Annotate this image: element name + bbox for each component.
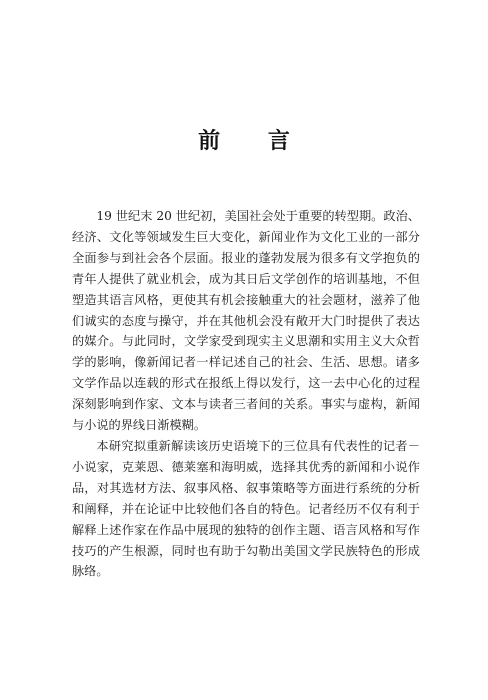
paragraph-2: 本研究拟重新解读该历史语境下的三位具有代表性的记者－小说家，克莱恩、德莱塞和海明威，选择其优秀的新闻和小说作品，对其选材方法、叙事风格、叙事策略等方面进行系统的分析和阐释，并在论证中比较他们各自的特色。记者经历不仅有利于解释上述作家在作品中展现的独特的创作主题、语言风格和写作技巧的产生根源，同时也有助于勾勒出美国文学民族特色的形成脉络。: [72, 438, 420, 579]
body-text: [72, 206, 420, 582]
paragraph-1: 19 世纪末 20 世纪初，美国社会处于重要的转型期。政治、经济、文化等领域发生巨大变化，新闻业作为文化工业的一部分全面参与到社会各个层面。报业的蓬勃发展为很多有文学抱负的青年人提供了就业机会，成为其日后文学创作的培训基地，不但塑造其语言风格，更使其有机会接触重大的社会题材，滋养了他们诚实的态度与操守，并在其他机会没有敞开大门时提供了表达的媒介。与此同时，文学家受到现实主义思潮和实用主义大众哲学的影响，像新闻记者一样记述自己的社会、生活、思想。诸多文学作品以连载的形式在报纸上得以发行，这一去中心化的过程深刻影响到作家、文本与读者三者间的关系。事实与虚构，新闻与小说的界线日渐模糊。: [72, 209, 420, 433]
page-title: 前 言: [198, 128, 310, 154]
